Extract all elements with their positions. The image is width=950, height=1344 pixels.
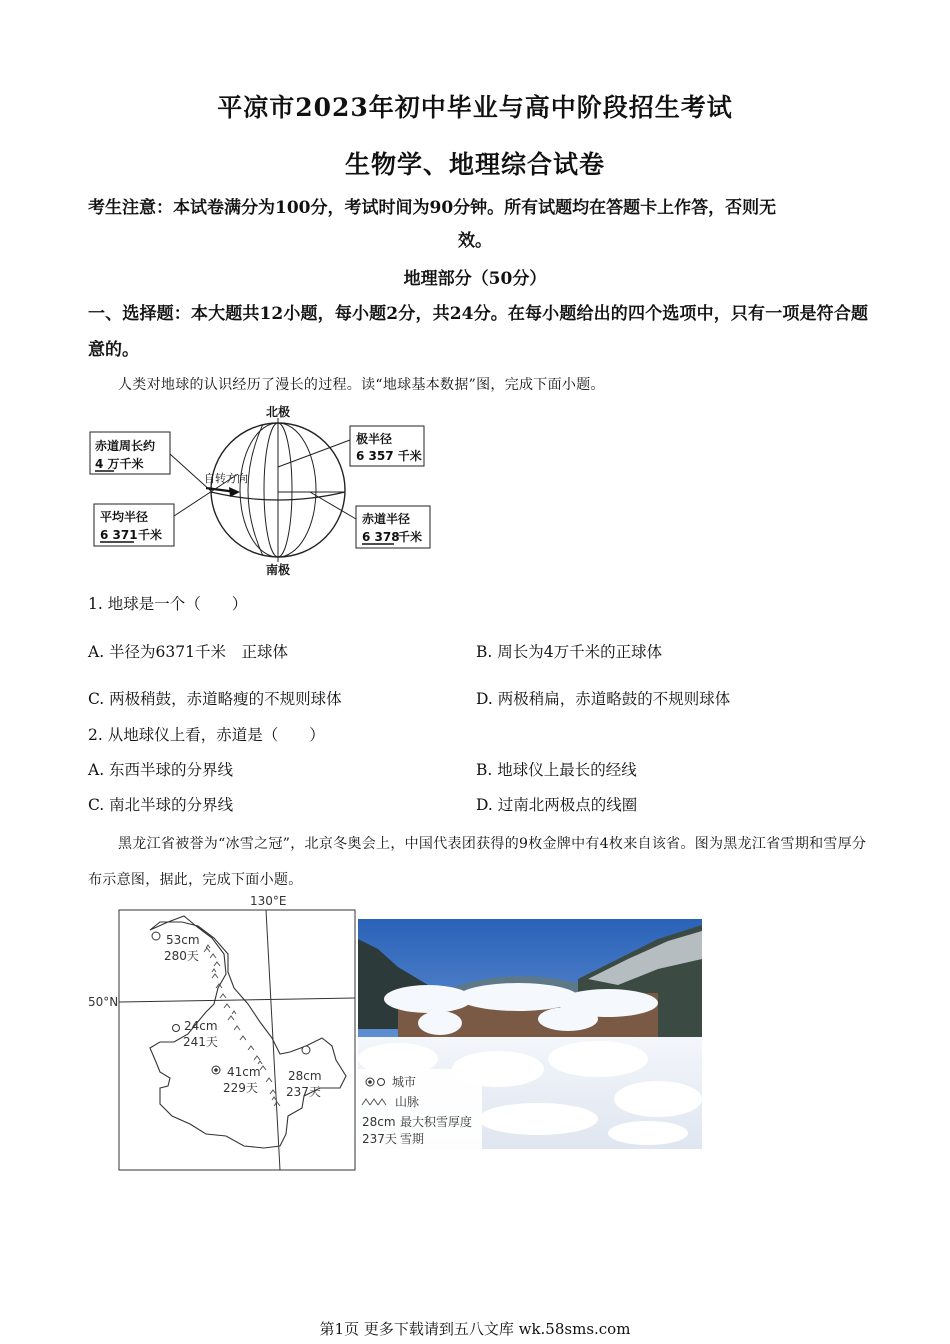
question-2-option-c[interactable]: C. 南北半球的分界线 [88, 796, 234, 814]
legend-depth-sample: 28cm [362, 1115, 396, 1129]
exam-subtitle: 生物学、地理综合试卷 [344, 150, 605, 179]
legend-city-label: 城市 [392, 1075, 417, 1089]
legend-city-icon [378, 1079, 385, 1086]
intro-earth: 人类对地球的认识经历了漫长的过程。读“地球基本数据”图，完成下面小题。 [118, 377, 605, 393]
mean-radius-unit: 千米 [138, 528, 163, 542]
south-pole-label: 南极 [266, 563, 291, 576]
section-title: 地理部分（50分） [403, 269, 547, 289]
point-2-depth: 24cm [184, 1019, 218, 1033]
mean-radius-label: 平均半径 [100, 510, 149, 524]
exam-title: 平凉市2023年初中毕业与高中阶段招生考试 [217, 93, 733, 122]
question-2-option-d[interactable]: D. 过南北两极点的线圈 [476, 796, 638, 814]
city-icon [173, 1025, 180, 1032]
question-1-option-a[interactable]: A. 半径为6371千米 正球体 [88, 643, 288, 661]
circumference-label: 赤道周长约 [95, 439, 156, 453]
legend-days-sample: 237天 [362, 1132, 397, 1146]
lat-label: 50°N [88, 995, 119, 1009]
point-4-depth: 28cm [288, 1069, 322, 1083]
equatorial-radius-label: 赤道半径 [362, 512, 411, 526]
point-2-days: 241天 [183, 1035, 218, 1049]
mean-radius-value: 6 371 [100, 528, 138, 542]
snow-map [88, 892, 358, 1174]
circumference-value: 4 万千米 [95, 457, 144, 471]
intro-heilongjiang: 黑龙江省被誉为“冰雪之冠”，北京冬奥会上，中国代表团获得的9枚金牌中有4枚来自该省。图为黑龙江省雪期和雪厚分布示意图，据此，完成下面小题。 [88, 836, 867, 888]
city-icon [152, 932, 160, 940]
page-footer: 第1页 更多下载请到五八文库 wk.58sms.com [319, 1320, 631, 1338]
equatorial-radius-unit: 千米 [398, 530, 423, 544]
legend-mountain-label: 山脉 [395, 1095, 420, 1109]
snow-village-photo [358, 919, 702, 1149]
north-pole-label: 北极 [266, 405, 291, 419]
question-2-option-a[interactable]: A. 东西半球的分界线 [88, 761, 234, 779]
point-4-days: 237天 [286, 1085, 321, 1099]
question-2-stem: 2. 从地球仪上看，赤道是（ ） [88, 726, 325, 744]
question-1-option-c[interactable]: C. 两极稍鼓，赤道略瘦的不规则球体 [88, 690, 342, 708]
map-frame [119, 910, 355, 1170]
part-title: 一、选择题：本大题共12小题，每小题2分，共24分。在每小题给出的四个选项中，只有一项是符合题意的。 [88, 304, 868, 360]
point-3-days: 229天 [223, 1081, 258, 1095]
polar-radius-label: 极半径 [356, 432, 393, 446]
point-3-depth: 41cm [227, 1065, 261, 1079]
lon-label: 130°E [250, 894, 287, 908]
point-1-depth: 53cm [166, 933, 200, 947]
earth-data-figure [88, 404, 438, 576]
rotation-label: 自转方向 [204, 472, 248, 485]
exam-notice: 考生注意：本试卷满分为100分，考试时间为90分钟。所有试题均在答题卡上作答，否则无 [88, 198, 777, 218]
legend-depth-desc: 最大积雪厚度 [400, 1115, 473, 1129]
city-icon [302, 1046, 310, 1054]
point-1-days: 280天 [164, 949, 199, 963]
question-2-option-b[interactable]: B. 地球仪上最长的经线 [476, 761, 637, 779]
polar-radius-value: 6 357 千米 [356, 449, 422, 463]
question-1-option-b[interactable]: B. 周长为4万千米的正球体 [476, 643, 663, 661]
exam-notice-end: 效。 [458, 231, 492, 251]
equatorial-radius-value: 6 378 [362, 530, 400, 544]
question-1-stem: 1. 地球是一个（ ） [88, 595, 248, 613]
question-1-option-d[interactable]: D. 两极稍扁，赤道略鼓的不规则球体 [476, 690, 731, 708]
legend-days-desc: 雪期 [400, 1132, 425, 1146]
